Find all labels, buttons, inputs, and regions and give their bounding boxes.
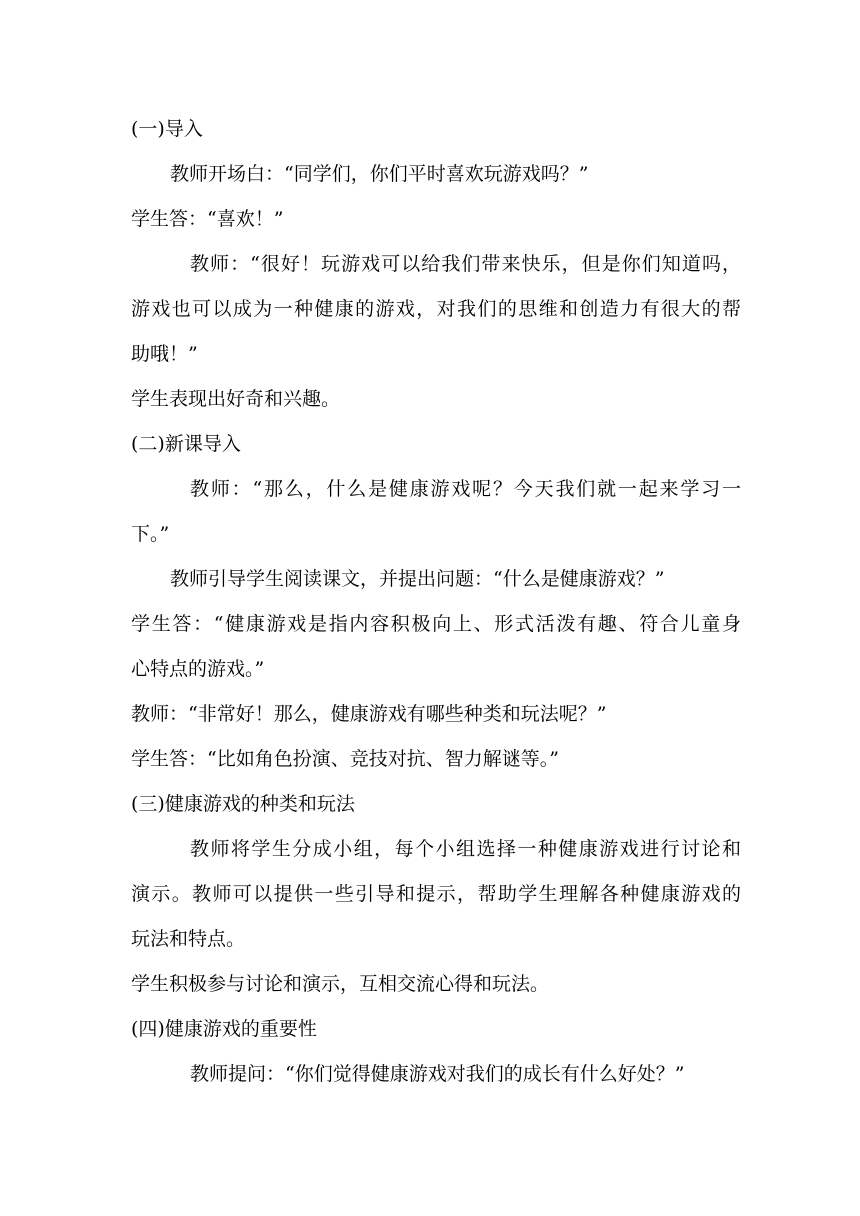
paragraph-line: 心特点的游戏。” [131,658,265,680]
paragraph-line: 教师引导学生阅读课文，并提出问题：“什么是健康游戏？” [170,568,665,590]
section-heading-intro: (一)导入 [131,118,203,140]
paragraph-line: 教师：“非常好！那么，健康游戏有哪些种类和玩法呢？” [131,703,607,725]
section-heading-types: (三)健康游戏的种类和玩法 [131,793,355,815]
paragraph-line: 教师：“那么，什么是健康游戏呢？今天我们就一起来学习一 [190,478,741,500]
paragraph-line: 教师提问：“你们觉得健康游戏对我们的成长有什么好处？” [190,1063,685,1085]
paragraph-line: 下。” [131,523,170,545]
section-heading-importance: (四)健康游戏的重要性 [131,1018,317,1040]
paragraph-line: 学生表现出好奇和兴趣。 [131,388,341,410]
paragraph-line: 学生答：“喜欢！” [131,208,284,230]
paragraph-line: 教师：“很好！玩游戏可以给我们带来快乐，但是你们知道吗， [190,253,741,275]
paragraph-line: 游戏也可以成为一种健康的游戏，对我们的思维和创造力有很大的帮 [131,298,741,320]
paragraph-line: 学生答：“健康游戏是指内容积极向上、形式活泼有趣、符合儿童身 [131,613,741,635]
paragraph-line: 助哦！” [131,343,198,365]
paragraph-line: 演示。教师可以提供一些引导和提示，帮助学生理解各种健康游戏的 [131,883,741,905]
paragraph-line: 教师将学生分成小组，每个小组选择一种健康游戏进行讨论和 [190,838,741,860]
section-heading-new-lesson: (二)新课导入 [131,433,241,455]
paragraph-line: 学生积极参与讨论和演示，互相交流心得和玩法。 [131,973,550,995]
paragraph-line: 学生答：“比如角色扮演、竞技对抗、智力解谜等。” [131,748,559,770]
paragraph-line: 教师开场白：“同学们，你们平时喜欢玩游戏吗？” [170,163,589,185]
paragraph-line: 玩法和特点。 [131,928,246,950]
